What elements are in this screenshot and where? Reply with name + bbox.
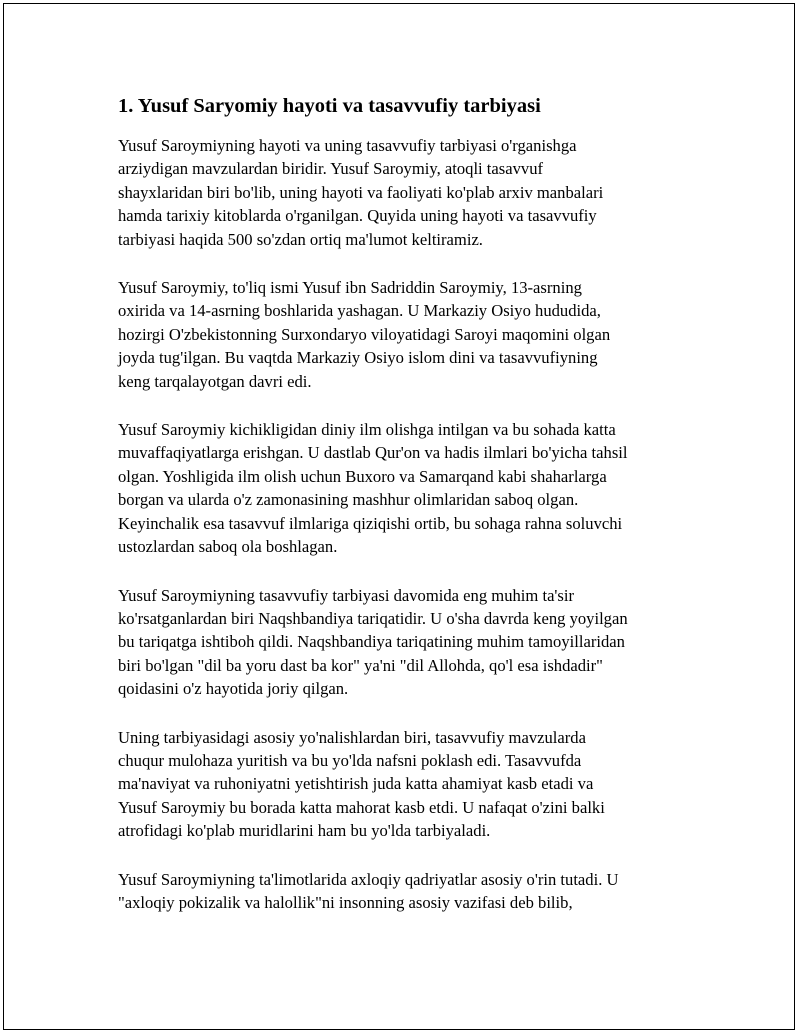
text-line: borgan va ularda o'z zamonasining mashhur olimlaridan saboq olgan. (118, 490, 579, 510)
document-body (118, 92, 718, 939)
text-line: muvaffaqiyatlarga erishgan. U dastlab Qur'on va hadis ilmlari bo'yicha tahsil (118, 443, 628, 463)
text-line: Yusuf Saroymiyning tasavvufiy tarbiyasi davomida eng muhim ta'sir (118, 585, 575, 605)
text-line: hozirgi O'zbekistonning Surxondaryo viloyatidagi Saroyi maqomini olgan (118, 324, 611, 344)
text-line: keng tarqalayotgan davri edi. (118, 371, 312, 391)
text-line: ko'rsatganlardan biri Naqshbandiya tariqatidir. U o'sha davrda keng yoyilgan (118, 608, 628, 628)
paragraph-3 (118, 418, 718, 558)
text-line: Yusuf Saroymiyning ta'limotlarida axloqiy qadriyatlar asosiy o'rin tutadi. U (118, 869, 619, 889)
text-line: ma'naviyat va ruhoniyatni yetishtirish juda katta ahamiyat kasb etadi va (118, 774, 594, 794)
text-line: Yusuf Saroymiyning hayoti va uning tasavvufiy tarbiyasi o'rganishga (118, 136, 577, 155)
text-line: "axloqiy pokizalik va halollik"ni insonning asosiy vazifasi deb bilib, (118, 892, 573, 912)
text-line: bu tariqatga ishtiboh qildi. Naqshbandiya tariqatining muhim tamoyillaridan (118, 632, 625, 652)
text-line: Uning tarbiyasidagi asosiy yo'nalishlardan biri, tasavvufiy mavzularda (118, 727, 586, 747)
paragraph-6 (118, 868, 718, 915)
text-line: Yusuf Saroymiy kichikligidan diniy ilm olishga intilgan va bu sohada katta (118, 420, 616, 440)
text-line: olgan. Yoshligida ilm olish uchun Buxoro va Samarqand kabi shaharlarga (118, 466, 607, 486)
text-line: ustozlardan saboq ola boshlagan. (118, 537, 338, 557)
text-line: shayxlaridan biri bo'lib, uning hayoti va faoliyati ko'plab arxiv manbalari (118, 182, 604, 202)
text-line: Yusuf Saroymiy bu borada katta mahorat kasb etdi. U nafaqat o'zini balki (118, 797, 605, 817)
text-line: Keyinchalik esa tasavvuf ilmlariga qiziqishi ortib, bu sohaga rahna soluvchi (118, 513, 623, 533)
text-line: Yusuf Saroymiy, to'liq ismi Yusuf ibn Sadriddin Saroymiy, 13-asrning (118, 278, 582, 298)
text-line: arziydigan mavzulardan biridir. Yusuf Saroymiy, atoqli tasavvuf (118, 159, 544, 179)
text-line: hamda tarixiy kitoblarda o'rganilgan. Quyida uning hayoti va tasavvufiy (118, 206, 597, 226)
text-line: biri bo'lgan "dil ba yoru dast ba kor" ya'ni "dil Allohda, qo'l esa ishdadir" (118, 655, 603, 675)
section-heading: 1. Yusuf Saryomiy hayoti va tasavvufiy tarbiyasi (118, 95, 541, 117)
text-line: tarbiyasi haqida 500 so'zdan ortiq ma'lumot keltiramiz. (118, 229, 483, 249)
text-line: qoidasini o'z hayotida joriy qilgan. (118, 679, 349, 699)
paragraph-2 (118, 276, 718, 393)
text-line: chuqur mulohaza yuritish va bu yo'lda nafsni poklash edi. Tasavvufda (118, 750, 582, 770)
paragraph-4 (118, 584, 718, 701)
paragraph-1 (118, 134, 718, 251)
text-line: joyda tug'ilgan. Bu vaqtda Markaziy Osiyo islom dini va tasavvufiyning (118, 348, 598, 368)
paragraph-5 (118, 726, 718, 843)
text-line: atrofidagi ko'plab muridlarini ham bu yo'lda tarbiyaladi. (118, 821, 491, 841)
text-line: oxirida va 14-asrning boshlarida yashagan. U Markaziy Osiyo hududida, (118, 301, 601, 321)
